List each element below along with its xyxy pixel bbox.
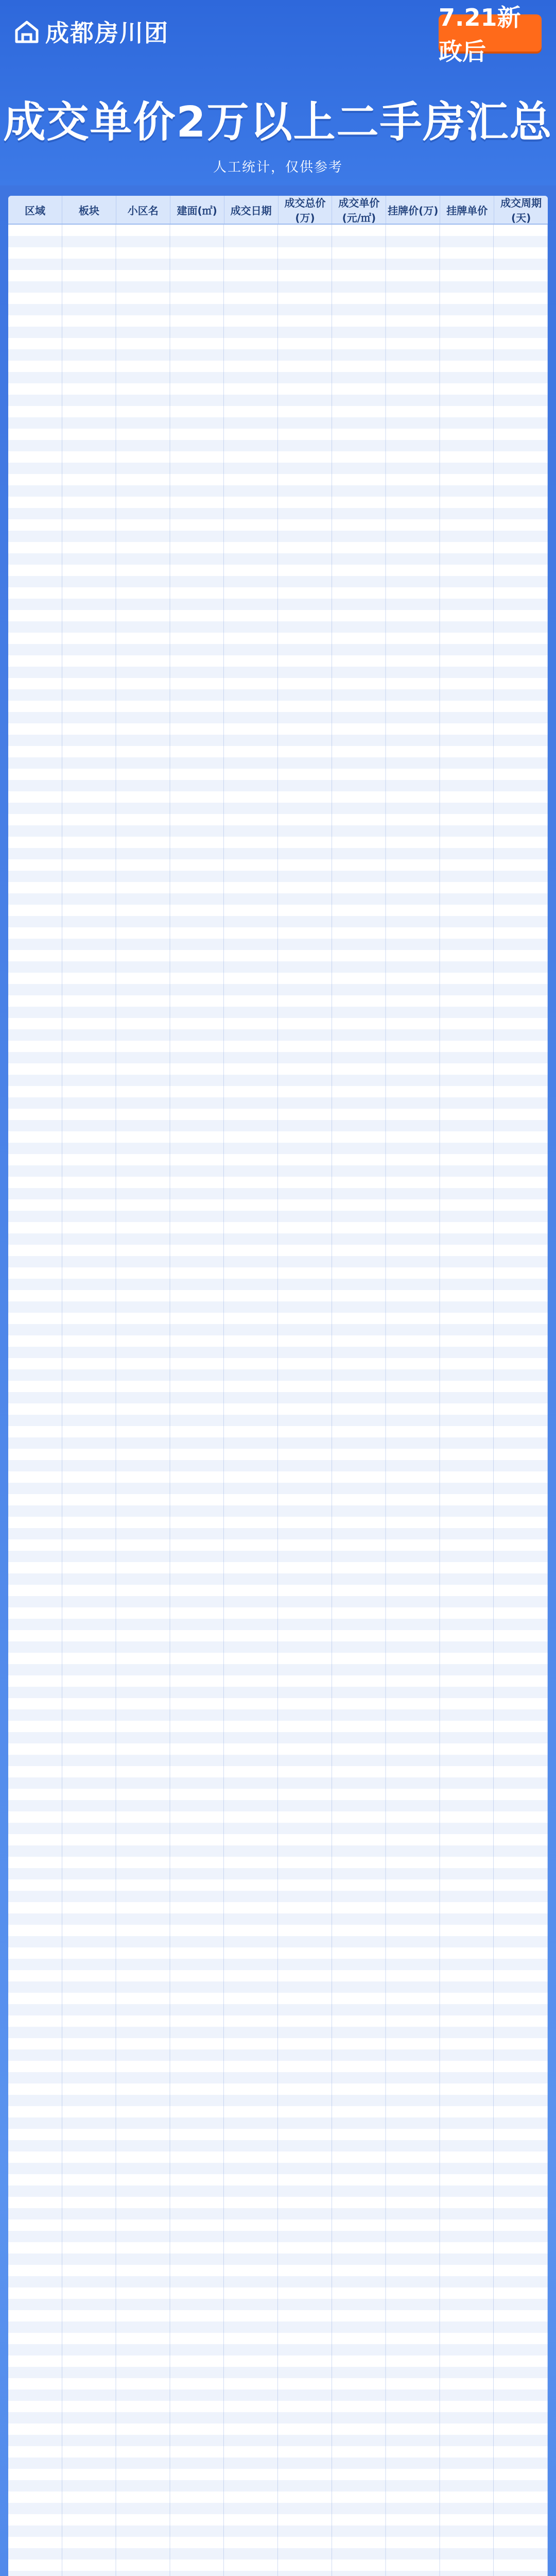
policy-badge: 7.21新政后 — [439, 14, 542, 52]
header — [0, 0, 556, 185]
table-header — [8, 196, 548, 225]
column-header: 板块 — [62, 196, 116, 224]
column-header: 建面(㎡) — [170, 196, 224, 224]
page-subtitle: 人工统计，仅供参考 — [213, 160, 343, 175]
column-header: 挂牌单价 — [440, 196, 494, 224]
column-header: 小区名 — [116, 196, 170, 224]
transaction-table — [8, 196, 548, 2576]
column-header: 成交日期 — [224, 196, 279, 224]
column-header: 成交总价(万) — [279, 196, 333, 224]
column-header: 成交周期(天) — [500, 197, 542, 224]
table-grid — [8, 225, 548, 2576]
page-title: 成交单价2万以上二手房汇总 — [3, 97, 553, 147]
column-header: 成交单价(元/㎡) — [332, 196, 386, 224]
table-body — [8, 225, 548, 2576]
title-band — [3, 90, 553, 147]
brand-logo — [13, 13, 169, 49]
column-header: 区域 — [8, 196, 62, 224]
house-icon — [13, 18, 40, 45]
column-header: 挂牌价(万) — [386, 196, 440, 224]
brand-name: 成都房川团 — [45, 19, 169, 47]
